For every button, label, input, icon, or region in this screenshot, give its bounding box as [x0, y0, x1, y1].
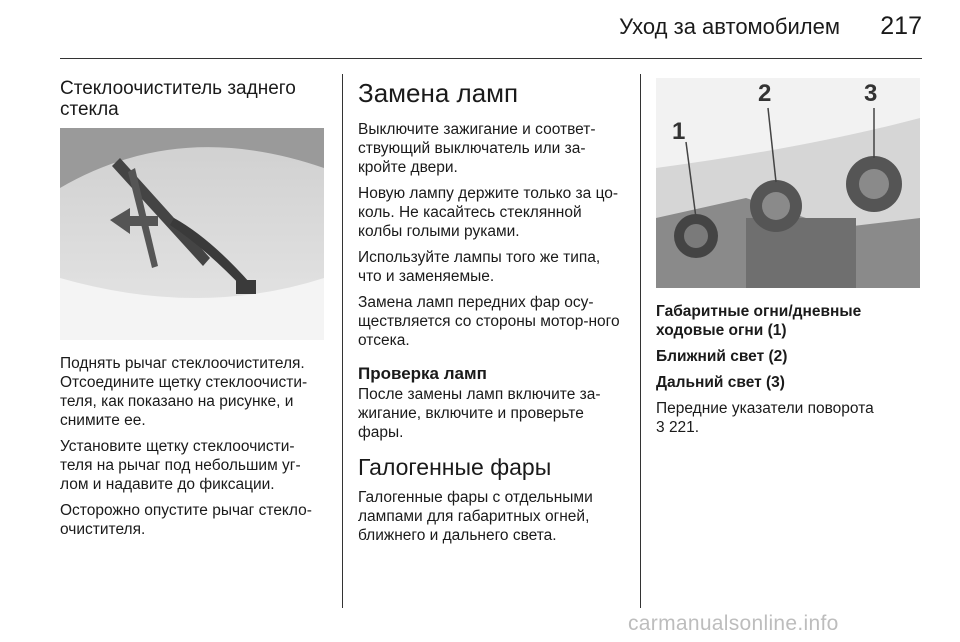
- section-heading-wiper: Стеклоочиститель заднего стекла: [60, 78, 296, 120]
- page-ref-symbol: 3: [656, 419, 665, 436]
- header-title: Уход за автомобилем: [619, 14, 840, 39]
- column-divider: [342, 74, 343, 608]
- turn-signal-text: [656, 399, 920, 437]
- callout-1: 1: [672, 118, 686, 145]
- watermark: carmanualsonline.info: [628, 612, 839, 635]
- bulb-paragraph: Новую лампу держите только за цо-коль. Не касайтесь стеклянной колбы голыми руками.: [358, 185, 619, 240]
- wiper-paragraph: Поднять рычаг стеклоочистителя. Отсоедините щетку стеклоочисти-теля, как показано на рисунке, и снимите ее.: [60, 355, 308, 429]
- wiper-instructions: [60, 354, 326, 546]
- callout-3: 3: [864, 80, 878, 107]
- bulb-paragraph: Используйте лампы того же типа, что и заменяемые.: [358, 249, 601, 285]
- legend-label-2: Ближний свет (2): [656, 348, 788, 365]
- headlamp-legend: [656, 302, 920, 444]
- headlamp-illustration: [656, 78, 920, 288]
- column-divider: [640, 74, 641, 608]
- section-heading-bulb-check: Проверка ламп: [358, 364, 487, 383]
- legend-label-1: Габаритные огни/дневные ходовые огни (1): [656, 303, 862, 339]
- bulb-paragraph: Выключите зажигание и соответ-ствующий выключатель или за-кройте двери.: [358, 121, 596, 176]
- wiper-paragraph: Установите щетку стеклоочисти-теля на рычаг под небольшим уг-лом и надавите до фиксации.: [60, 438, 301, 493]
- column-bulbs: [358, 78, 624, 552]
- section-heading-halogen: Галогенные фары: [358, 454, 552, 480]
- bulb-paragraph: Замена ламп передних фар осу-ществляется со стороны мотор-ного отсека.: [358, 294, 620, 349]
- section-heading-bulb-replacement: Замена ламп: [358, 78, 519, 108]
- page-ref-link[interactable]: 221.: [668, 419, 700, 436]
- page-number: 217: [880, 12, 922, 40]
- wiper-illustration: [60, 128, 324, 340]
- halogen-text: Галогенные фары с отдельными лампами для габаритных огней, ближнего и дальнего света.: [358, 489, 593, 544]
- header-rule: [60, 58, 922, 59]
- legend-label-3: Дальний свет (3): [656, 374, 785, 391]
- bulb-check-text: После замены ламп включите за-жигание, включите и проверьте фары.: [358, 386, 601, 441]
- column-wiper: [60, 78, 324, 130]
- turn-signal-label: Передние указатели поворота: [656, 400, 874, 417]
- callout-2: 2: [758, 80, 772, 107]
- wiper-paragraph: Осторожно опустите рычаг стекло-очистителя.: [60, 502, 312, 538]
